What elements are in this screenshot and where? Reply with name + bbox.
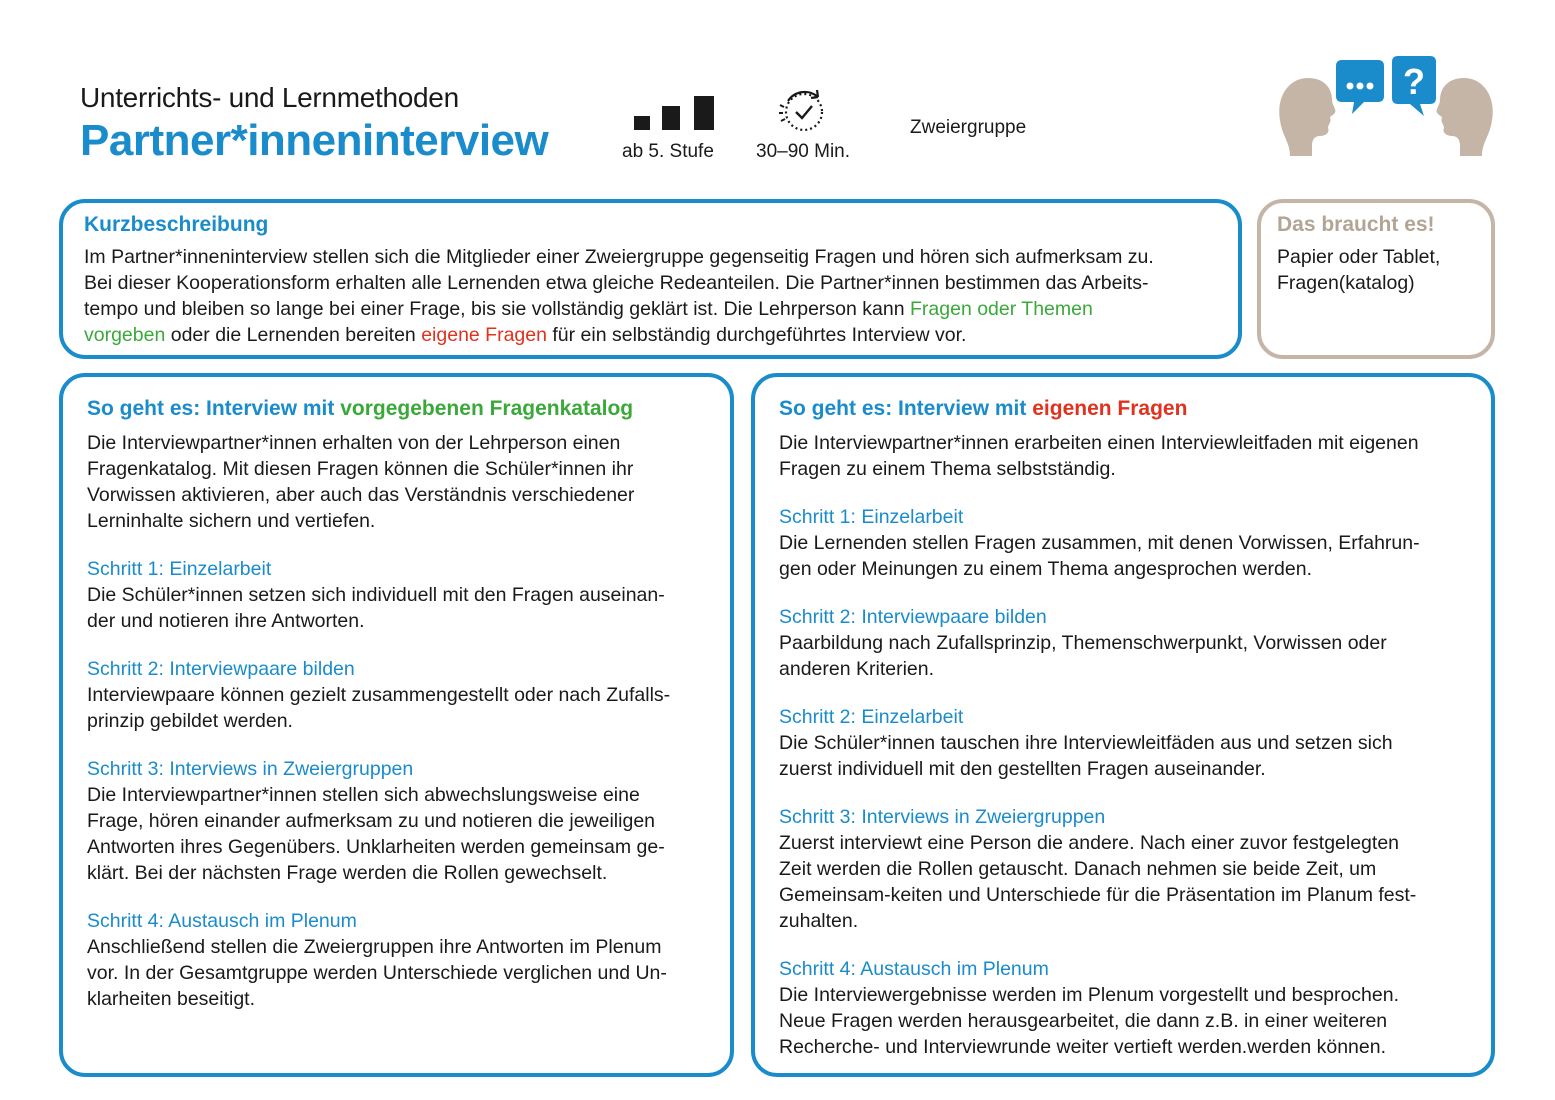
highlight-green: vorgegebenen Fragenkatalog (340, 397, 634, 420)
step-text: Paarbildung nach Zufallsprinzip, Themenschwerpunkt, Vorwissen oder anderen Kriterien. (779, 632, 1387, 680)
intro-line: Die Interviewpartner*innen erarbeiten einen Interviewleitfaden mit eigenen (779, 432, 1419, 454)
step-title: Schritt 3: Interviews in Zweiergruppen (779, 806, 1106, 828)
summary-text (84, 244, 1218, 348)
summary-line: tempo und bleiben so lange bei einer Frage, bis sie vollständig geklärt ist. Die Lehrperson kann Fragen oder Themen (84, 298, 1093, 320)
summary-line: vorgeben oder die Lernenden bereiten eigene Fragen für ein selbständig durchgeführtes Interview vor. (84, 324, 967, 346)
step-title: Schritt 2: Interviewpaare bilden (779, 606, 1047, 628)
materials-line: Papier oder Tablet, (1277, 246, 1441, 268)
intro-line: Vorwissen aktivieren, aber auch das Verständnis verschiedener (87, 484, 635, 506)
header-subtitle: Unterrichts- und Lernmethoden (80, 82, 459, 113)
materials-line: Fragen(katalog) (1277, 272, 1415, 294)
step-text: Die Schüler*innen setzen sich individuell mit den Fragen auseinan- der und notieren ihre Antworten. (87, 584, 665, 632)
right-method-box (751, 373, 1495, 1077)
interview-heads-icon (1272, 56, 1500, 156)
left-method-title: So geht es: Interview mit vorgegebenen Fragenkatalog (87, 397, 634, 420)
group-label: Zweiergruppe (910, 117, 1027, 138)
step-title: Schritt 2: Einzelarbeit (779, 706, 964, 728)
clock-icon (778, 87, 828, 133)
right-method-title: So geht es: Interview mit eigenen Fragen (779, 397, 1188, 420)
step-title: Schritt 3: Interviews in Zweiergruppen (87, 758, 414, 780)
highlight-red: eigenen Fragen (1032, 397, 1188, 420)
intro-line: Fragen zu einem Thema selbstständig. (779, 458, 1116, 480)
highlight-red: eigene Fragen (421, 324, 547, 346)
left-steps (87, 556, 710, 1012)
intro-line: Fragenkatalog. Mit diesen Fragen können die Schüler*innen ihr (87, 458, 634, 480)
level-label: ab 5. Stufe (622, 141, 714, 162)
step-text: Zuerst interviewt eine Person die andere. Nach einer zuvor festgelegten Zeit werden die Rollen getauscht. Danach nehmen sie beide Zeit, um Gemeinsam-keiten und Unterschiede für die Präsentation im Planum fest- zuhalten. (779, 832, 1417, 932)
right-steps (779, 504, 1471, 1060)
left-method-box (59, 373, 734, 1077)
step-text: Interviewpaare können gezielt zusammengestellt oder nach Zufalls- prinzip gebildet werden. (87, 684, 671, 732)
time-label: 30–90 Min. (756, 141, 851, 162)
summary-box (59, 199, 1242, 359)
left-intro (87, 430, 710, 534)
svg-text:?: ? (1403, 61, 1425, 102)
summary-line: Bei dieser Kooperationsform erhalten alle Lernenden etwa gleiche Redeanteilen. Die Partner*innen bestimmen das Arbeits- (84, 272, 1149, 294)
page-title: Partner*inneninterview (80, 116, 549, 165)
highlight-green: Fragen oder Themen (910, 298, 1093, 320)
step-text: Die Schüler*innen tauschen ihre Interviewleitfäden aus und setzen sich zuerst individuell mit den gestellten Fragen auseinander. (779, 732, 1393, 780)
materials-box (1257, 199, 1495, 359)
right-intro (779, 430, 1471, 482)
step-text: Die Lernenden stellen Fragen zusammen, mit denen Vorwissen, Erfahrun- gen oder Meinungen zu einem Thema angesprochen werden. (779, 532, 1420, 580)
summary-line: Im Partner*inneninterview stellen sich die Mitglieder einer Zweiergruppe gegenseitig Fragen und hören sich aufmerksam zu. (84, 246, 1154, 268)
step-title: Schritt 2: Interviewpaare bilden (87, 658, 355, 680)
step-text: Anschließend stellen die Zweiergruppen ihre Antworten im Plenum vor. In der Gesamtgruppe werden Unterschiede verglichen und Un- klarheiten beseitigt. (87, 936, 667, 1010)
highlight-green: vorgeben (84, 324, 166, 346)
step-title: Schritt 4: Austausch im Plenum (87, 910, 357, 932)
step-text: Die Interviewergebnisse werden im Plenum vorgestellt und besprochen. Neue Fragen werden herausgearbeitet, die dann z.B. in einer weiteren Recherche- und Interviewrunde weiter vertieft werden.werden können. (779, 984, 1399, 1058)
materials-title: Das braucht es! (1277, 213, 1435, 236)
step-text: Die Interviewpartner*innen stellen sich abwechslungsweise eine Frage, hören einander aufmerksam zu und notieren die jeweiligen Antworten ihres Gegenübers. Unklarheiten werden gemeinsam ge- klärt. Bei der nächsten Frage werden die Rollen gewechselt. (87, 784, 665, 884)
step-title: Schritt 1: Einzelarbeit (779, 506, 964, 528)
materials-text (1277, 244, 1477, 296)
intro-line: Lerninhalte sichern und vertiefen. (87, 510, 376, 532)
level-bars-icon (634, 92, 718, 130)
summary-title: Kurzbeschreibung (84, 213, 269, 236)
step-title: Schritt 4: Austausch im Plenum (779, 958, 1049, 980)
intro-line: Die Interviewpartner*innen erhalten von der Lehrperson einen (87, 432, 621, 454)
step-title: Schritt 1: Einzelarbeit (87, 558, 272, 580)
